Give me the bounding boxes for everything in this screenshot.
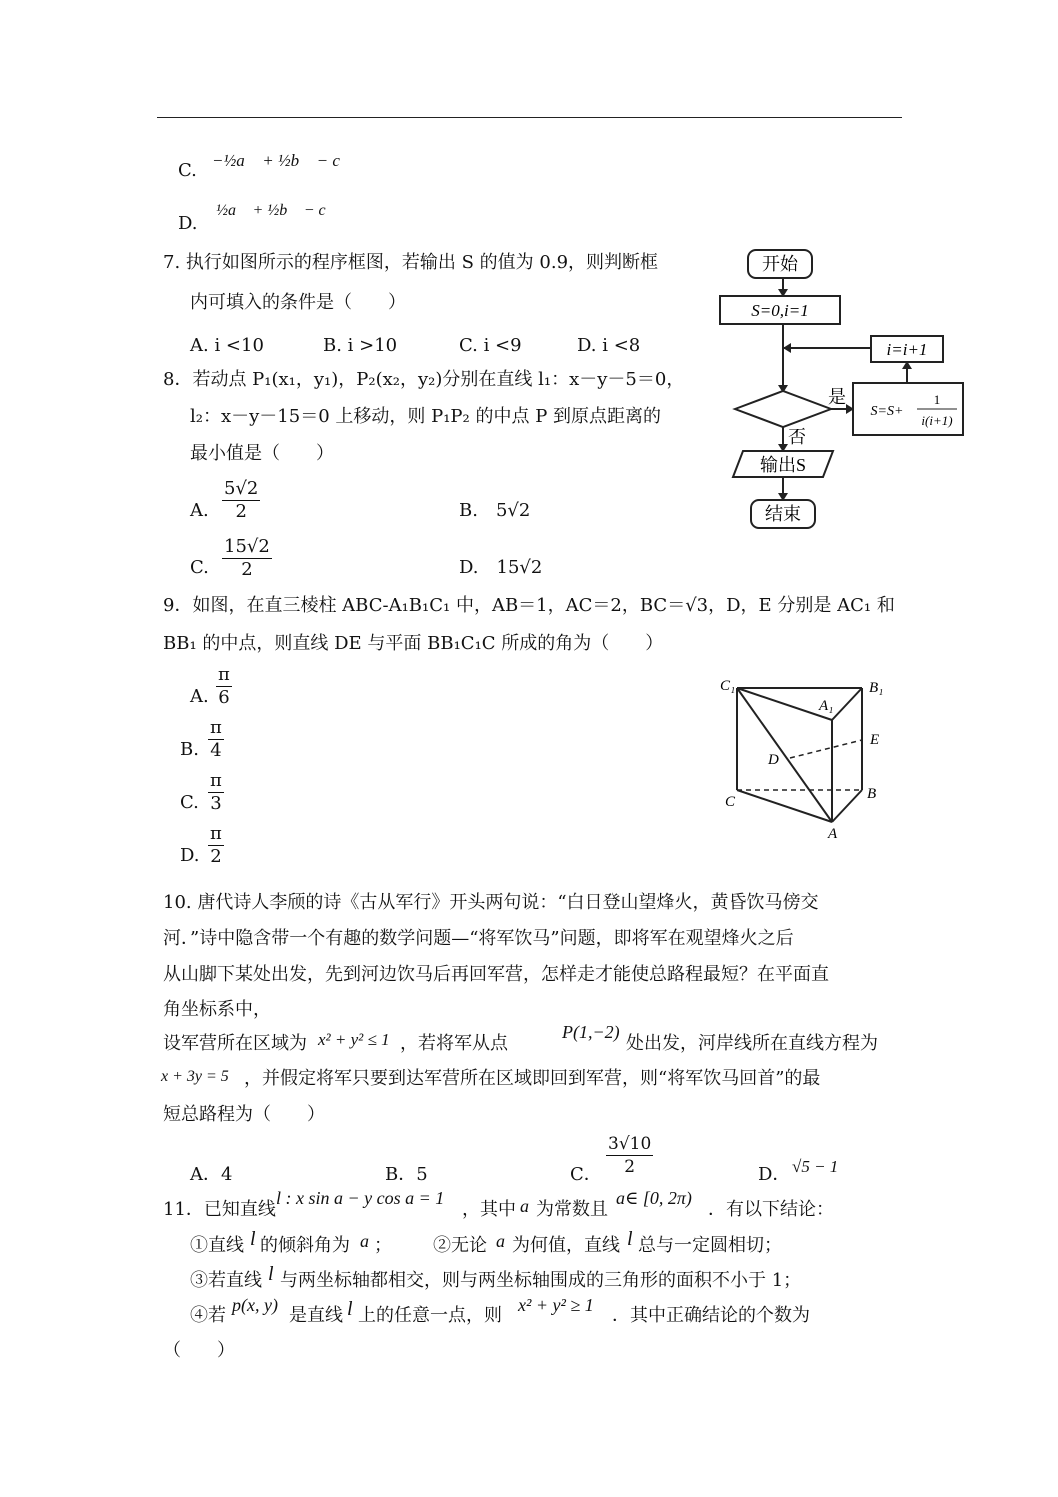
q11-line1c: 为常数且 <box>536 1199 608 1220</box>
q11-s1b: 的倾斜角为 <box>260 1235 350 1256</box>
prism-label-b: B <box>867 786 877 802</box>
q10-region-expr: x² + y² ≤ 1 <box>318 1030 390 1049</box>
q11-line1a: 11．已知直线 <box>163 1199 276 1220</box>
q11-answer-paren: （ ） <box>163 1340 235 1361</box>
q7-option-d: D. i <8 <box>577 335 641 356</box>
q8-option-a-label: A. <box>190 500 209 521</box>
q11-s4b: 是直线 <box>289 1305 343 1326</box>
q7-option-c: C. i <9 <box>459 335 522 356</box>
q10-option-c-label: C． <box>570 1164 602 1185</box>
q11-s2-l: l <box>627 1228 633 1250</box>
prism-label-b1: B₁ <box>869 680 884 696</box>
q9-option-b-frac <box>206 717 226 762</box>
q11-param-a: a <box>520 1196 529 1216</box>
q8-option-b: B. 5√2 <box>459 500 531 521</box>
q10-c-den: 2 <box>624 1157 636 1177</box>
q10-option-b: B．5 <box>385 1164 428 1185</box>
q9-option-d-label: D. <box>180 845 200 866</box>
q9-c-num: π <box>210 770 222 791</box>
flowchart-update-num: 1 <box>933 392 941 407</box>
q6-option-d-expr: ½a⃗ + ½b⃗ − c⃗ <box>216 202 339 219</box>
q9-option-c-frac <box>206 770 226 815</box>
q10-line5c: 处出发，河岸线所在直线方程为 <box>626 1033 878 1054</box>
q10-point-expr: P(1,−2) <box>562 1022 620 1042</box>
q11-line1b: ，其中 <box>462 1199 516 1220</box>
prism-label-d: D <box>768 752 779 768</box>
q9-a-den: 6 <box>218 687 230 708</box>
q10-option-d-label: D． <box>758 1164 791 1185</box>
q11-s1-l: l <box>250 1228 256 1250</box>
q8-c-num: 15√2 <box>224 536 270 557</box>
flowchart-update-den: i(i+1) <box>921 413 953 428</box>
q7-stem-line2: 内可填入的条件是（ ） <box>190 292 406 313</box>
q10-line2: 河．”诗中隐含带一个有趣的数学问题—“将军饮马”问题，即将军在观望烽火之后 <box>163 928 794 949</box>
q7-option-a: A. i <10 <box>190 335 264 356</box>
q11-s4a: ④若 <box>190 1305 226 1326</box>
prism-figure <box>712 672 897 842</box>
header-rule <box>157 117 902 118</box>
flowchart-update-left: S=S+ <box>870 404 904 419</box>
q11-s2b: 为何值，直线 <box>512 1235 620 1256</box>
flowchart-end: 结束 <box>765 504 801 524</box>
q9-b-den: 4 <box>210 740 222 761</box>
q11-line1d: ．有以下结论： <box>708 1199 834 1220</box>
q9-b-num: π <box>210 717 222 738</box>
flowchart-yes: 是 <box>828 387 846 407</box>
q8-a-den: 2 <box>235 501 247 522</box>
q8-a-num: 5√2 <box>224 478 259 499</box>
q10-option-c-frac <box>604 1133 655 1178</box>
prism-label-a: A <box>828 826 838 842</box>
prism-label-e: E <box>870 732 880 748</box>
q8-option-a-frac <box>220 478 262 523</box>
q11-s4-l: l <box>347 1298 353 1320</box>
q10-option-d-expr: √5 − 1 <box>792 1157 839 1176</box>
flowchart <box>715 245 970 535</box>
flowchart-start: 开始 <box>762 254 798 274</box>
q6-option-d-label: D. <box>178 213 198 234</box>
flowchart-increment: i=i+1 <box>886 340 928 359</box>
q9-stem-line1: 9．如图，在直三棱柱 ABC-A₁B₁C₁ 中，AB＝1，AC＝2，BC＝√3，D，E 分别是 AC₁ 和 <box>163 595 895 616</box>
q11-s3b: 与两坐标轴都相交，则与两坐标轴围成的三角形的面积不小于 1； <box>280 1270 802 1291</box>
q9-c-den: 3 <box>210 793 222 814</box>
flowchart-output: 输出S <box>759 455 807 475</box>
q11-s3a: ③若直线 <box>190 1270 262 1291</box>
q9-d-den: 2 <box>210 846 222 867</box>
q9-option-b-label: B. <box>180 739 199 760</box>
q11-s4d: ．其中正确结论的个数为 <box>612 1305 810 1326</box>
q8-option-c-label: C. <box>190 557 209 578</box>
flowchart-no: 否 <box>788 427 806 447</box>
q10-option-a: A．4 <box>190 1164 233 1185</box>
q11-s4c: 上的任意一点，则 <box>358 1305 502 1326</box>
q8-c-den: 2 <box>241 559 253 580</box>
prism-label-a1: A₁ <box>819 698 834 714</box>
q10-line-expr: x + 3y = 5 <box>161 1068 229 1085</box>
q11-s2c: 总与一定圆相切； <box>638 1235 782 1256</box>
q11-line-expr: l : x sin a − y cos a = 1 <box>276 1188 445 1208</box>
q10-line4: 角坐标系中， <box>163 999 271 1020</box>
q8-stem-line3: 最小值是（ ） <box>190 443 334 464</box>
q11-s4-point: p(x, y) <box>232 1295 278 1315</box>
q8-stem-line2: l₂：x－y－15＝0 上移动，则 P₁P₂ 的中点 P 到原点距离的 <box>190 406 662 427</box>
q11-s2-a: a <box>496 1231 505 1251</box>
q10-line3: 从山脚下某处出发，先到河边饮马后再回军营，怎样走才能使总路程最短？在平面直 <box>163 964 829 985</box>
q10-c-num: 3√10 <box>608 1134 652 1154</box>
q8-stem-line1: 8．若动点 P₁(x₁，y₁)，P₂(x₂，y₂)分别在直线 l₁：x－y－5＝0， <box>163 369 685 390</box>
q9-option-c-label: C. <box>180 792 199 813</box>
q9-a-num: π <box>218 664 230 685</box>
q10-line5b: ，若将军从点 <box>400 1033 508 1054</box>
q10-line1: 10. 唐代诗人李颀的诗《古从军行》开头两句说：“白日登山望烽火，黄昏饮马傍交 <box>163 892 819 913</box>
flowchart-init: S=0,i=1 <box>751 301 809 320</box>
q9-option-a-label: A. <box>190 686 209 707</box>
q10-line5a: 设军营所在区域为 <box>163 1033 307 1054</box>
q9-stem-line2: BB₁ 的中点，则直线 DE 与平面 BB₁C₁C 所成的角为（ ） <box>163 633 664 654</box>
q11-range-expr: a∈ [0, 2π) <box>616 1188 692 1208</box>
q11-s1a: ①直线 <box>190 1235 244 1256</box>
q6-option-c-label: C. <box>178 160 197 181</box>
q11-s1-a: a <box>360 1231 369 1251</box>
q8-option-d: D. 15√2 <box>459 557 543 578</box>
q11-s4-ineq: x² + y² ≥ 1 <box>518 1295 594 1315</box>
q6-option-c-expr: −½a⃗ + ½b⃗ − c⃗ <box>212 151 354 170</box>
q7-option-b: B. i >10 <box>323 335 398 356</box>
q7-stem-line1: 7. 执行如图所示的程序框图，若输出 S 的值为 0.9，则判断框 <box>163 252 659 273</box>
q9-d-num: π <box>210 823 222 844</box>
q11-s2a: ②无论 <box>433 1235 487 1256</box>
prism-label-c1: C₁ <box>720 678 736 694</box>
q8-option-c-frac <box>220 536 274 581</box>
q11-s3-l: l <box>268 1263 274 1285</box>
q10-line6: ，并假定将军只要到达军营所在区域即回到军营，则“将军饮马回首”的最 <box>244 1068 821 1089</box>
q11-s1c: ； <box>374 1235 392 1256</box>
q9-option-a-frac <box>214 664 234 709</box>
q10-line7: 短总路程为（ ） <box>163 1104 325 1125</box>
prism-label-c: C <box>725 794 736 810</box>
q9-option-d-frac <box>206 823 226 868</box>
